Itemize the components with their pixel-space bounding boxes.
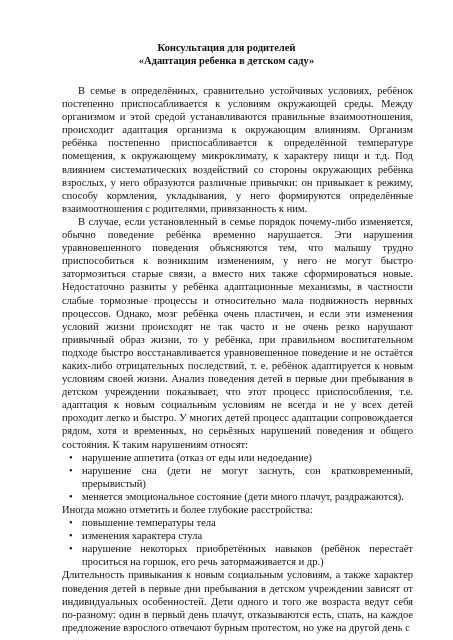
deep-disorders-list bbox=[62, 517, 413, 569]
list-item: • нарушение некоторых приобретённых навыков (ребёнок перестаёт проситься на горшок, его речь затормаживается и др.) bbox=[62, 543, 413, 569]
list-item: • меняется эмоциональное состояние (дети много плачут, раздражаются). bbox=[62, 491, 413, 504]
list-item: • изменения характера стула bbox=[62, 530, 413, 543]
document-subtitle: «Адаптация ребенка в детском саду» bbox=[138, 56, 315, 67]
disorders-list bbox=[62, 452, 413, 504]
document-title: Консультация для родителей bbox=[157, 43, 296, 54]
paragraph-3: Иногда можно отметить и более глубокие расстройства: bbox=[62, 505, 313, 516]
list-item: • нарушение сна (дети не могут заснуть, сон кратковременный, прерывистый) bbox=[62, 465, 413, 491]
paragraph-4: Длительность привыкания к новым социальным условиям, а также характер поведения детей в первые дни пребывания в детском учреждении зависят от индивидуальных особенностей. Дети одного и того же возраста ведут себя по-разному: один в первый день плачут, отказываются есть, спать, на каждое предложение взрослого отвечают бурным протестом, но уже на другой день с bbox=[62, 570, 413, 634]
paragraph-2: В случае, если установленный в семье порядок почему-либо изменяется, обычно поведение ребёнка временно нарушается. Эти нарушения уравновешенного поведения объясняются тем, что малышу трудно приспособиться к возникшим изменениям, у него не могут быстро затормозиться старые связи, а вместо них также сформироваться новые. Недостаточно развиты у ребёнка адаптационные механизмы, в частности слабые тормозные процессы и относительно мала подвижность нервных процессов. Однако, мозг ребёнка очень пластичен, и если эти изменения условий жизни происходят не так часто и не очень резко нарушают привычный образ жизни, то у ребёнка, при правильном воспитательном подходе быстро восстанавливается уравновешенное поведение и не остаётся каких-либо отрицательных последствий, т. е. ребёнок адаптируется к новым условиям своей жизни. Анализ поведения детей в первые дни пребывания в детском учреждении показывает, что этот процесс приспособления, т.е. адаптация к новым социальным условиям не всегда и не у всех детей проходит легко и быстро. У многих детей процесс адаптации сопровождается рядом, хотя и временных, но серьёзных нарушений поведения и общего состояния. К таким нарушениям относят: bbox=[62, 216, 413, 451]
list-item: • нарушение аппетита (отказ от еды или недоедание) bbox=[62, 452, 413, 465]
document-body bbox=[62, 85, 413, 635]
paragraph-1: В семье в определённых, сравнительно устойчивых условиях, ребёнок постепенно приспосабливается к условиям окружающей среды. Между организмом и этой средой устанавливаются правильные взаимоотношения, происходит адаптация организма к окружающим влияниям. Организм ребёнка постепенно приспосабливается к определённой температуре помещения, к окружающему микроклимату, к характеру пищи и т.д. Под влиянием систематических воздействий со стороны окружающих ребёнка взрослых, у него образуются различные привычки: он привыкает к режиму, способу кормления, укладывания, у него формируются определённые взаимоотношения с родителями, привязанность к ним. bbox=[62, 86, 413, 215]
list-item: • повышение температуры тела bbox=[62, 517, 413, 530]
